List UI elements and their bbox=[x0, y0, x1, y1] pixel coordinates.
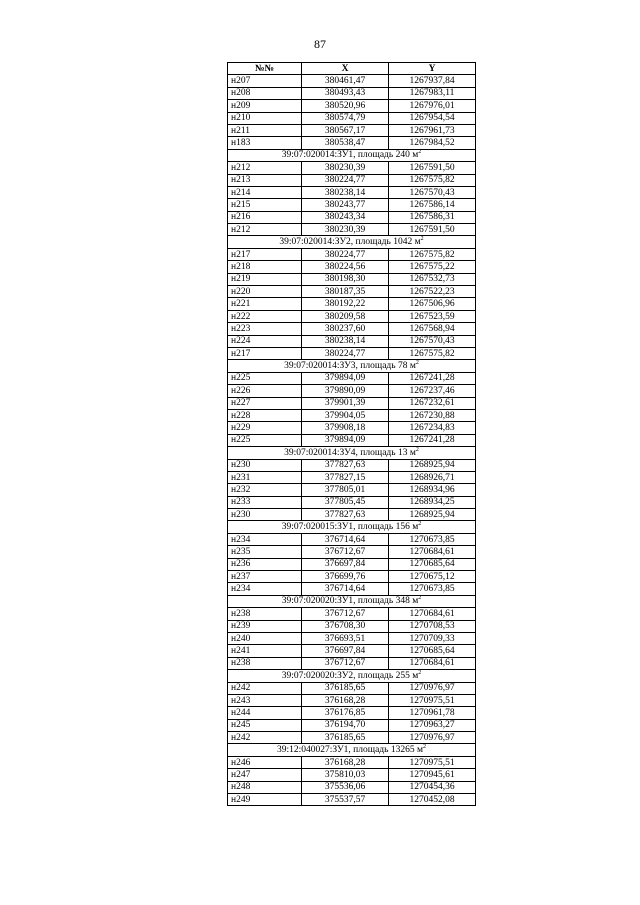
y-coordinate-cell: 1270963,27 bbox=[389, 719, 476, 731]
y-coordinate-cell: 1270684,61 bbox=[389, 657, 476, 669]
x-coordinate-cell: 380567,17 bbox=[302, 124, 389, 136]
x-coordinate-cell: 377805,45 bbox=[302, 496, 389, 508]
y-coordinate-cell: 1267976,01 bbox=[389, 100, 476, 112]
table-header-row bbox=[228, 63, 476, 75]
table-row bbox=[228, 100, 476, 112]
point-id-cell: н230 bbox=[228, 459, 302, 471]
x-coordinate-cell: 379890,09 bbox=[302, 385, 389, 397]
x-coordinate-cell: 380224,77 bbox=[302, 174, 389, 186]
point-id-cell: н212 bbox=[228, 224, 302, 236]
y-coordinate-cell: 1267575,22 bbox=[389, 261, 476, 273]
y-coordinate-cell: 1267954,54 bbox=[389, 112, 476, 124]
x-coordinate-cell: 380238,14 bbox=[302, 335, 389, 347]
table-row bbox=[228, 211, 476, 223]
table-row bbox=[228, 112, 476, 124]
table-row bbox=[228, 484, 476, 496]
x-coordinate-cell: 380237,60 bbox=[302, 323, 389, 335]
point-id-cell: н240 bbox=[228, 632, 302, 644]
x-coordinate-cell: 376168,28 bbox=[302, 756, 389, 768]
y-coordinate-cell: 1267570,43 bbox=[389, 335, 476, 347]
point-id-cell: н215 bbox=[228, 199, 302, 211]
table-row bbox=[228, 645, 476, 657]
y-coordinate-cell: 1267586,14 bbox=[389, 199, 476, 211]
section-label bbox=[228, 149, 476, 161]
point-id-cell: н225 bbox=[228, 372, 302, 384]
table-row bbox=[228, 323, 476, 335]
table-row bbox=[228, 174, 476, 186]
y-coordinate-cell: 1270675,12 bbox=[389, 571, 476, 583]
point-id-cell: н247 bbox=[228, 769, 302, 781]
x-coordinate-cell: 376185,65 bbox=[302, 732, 389, 744]
section-label bbox=[228, 595, 476, 607]
table-row bbox=[228, 87, 476, 99]
x-coordinate-cell: 380538,47 bbox=[302, 137, 389, 149]
table-row bbox=[228, 434, 476, 446]
table-row bbox=[228, 248, 476, 260]
x-coordinate-cell: 379894,09 bbox=[302, 372, 389, 384]
y-coordinate-cell: 1267983,11 bbox=[389, 87, 476, 99]
y-coordinate-cell: 1270961,78 bbox=[389, 707, 476, 719]
x-coordinate-cell: 380574,79 bbox=[302, 112, 389, 124]
y-coordinate-cell: 1268934,25 bbox=[389, 496, 476, 508]
x-coordinate-cell: 380461,47 bbox=[302, 75, 389, 87]
section-label-text: 39:12:040027:ЗУ1, площадь 13265 м bbox=[277, 745, 423, 756]
x-coordinate-cell: 380209,58 bbox=[302, 310, 389, 322]
coordinates-table bbox=[227, 62, 476, 806]
x-coordinate-cell: 376697,84 bbox=[302, 558, 389, 570]
x-coordinate-cell: 376693,51 bbox=[302, 632, 389, 644]
y-coordinate-cell: 1270975,51 bbox=[389, 756, 476, 768]
y-coordinate-cell: 1270975,51 bbox=[389, 694, 476, 706]
x-coordinate-cell: 379894,09 bbox=[302, 434, 389, 446]
y-coordinate-cell: 1270673,85 bbox=[389, 583, 476, 595]
section-label bbox=[228, 670, 476, 682]
section-label-text: 39:07:020014:ЗУ1, площадь 240 м bbox=[281, 150, 419, 161]
table-row bbox=[228, 558, 476, 570]
point-id-cell: н212 bbox=[228, 162, 302, 174]
y-coordinate-cell: 1267591,50 bbox=[389, 224, 476, 236]
section-label bbox=[228, 236, 476, 248]
point-id-cell: н229 bbox=[228, 422, 302, 434]
y-coordinate-cell: 1267230,88 bbox=[389, 409, 476, 421]
x-coordinate-cell: 376194,70 bbox=[302, 719, 389, 731]
y-coordinate-cell: 1267575,82 bbox=[389, 347, 476, 359]
point-id-cell: н234 bbox=[228, 533, 302, 545]
y-coordinate-cell: 1267241,28 bbox=[389, 372, 476, 384]
point-id-cell: н225 bbox=[228, 434, 302, 446]
point-id-cell: н242 bbox=[228, 682, 302, 694]
y-coordinate-cell: 1267591,50 bbox=[389, 162, 476, 174]
x-coordinate-cell: 377827,63 bbox=[302, 509, 389, 521]
header-x: X bbox=[302, 63, 389, 75]
section-header-row bbox=[228, 744, 476, 756]
section-header-row bbox=[228, 236, 476, 248]
point-id-cell: н218 bbox=[228, 261, 302, 273]
point-id-cell: н211 bbox=[228, 124, 302, 136]
area-unit-superscript: 2 bbox=[420, 236, 424, 243]
point-id-cell: н244 bbox=[228, 707, 302, 719]
y-coordinate-cell: 1267506,96 bbox=[389, 298, 476, 310]
header-point-number: №№ bbox=[228, 63, 302, 75]
x-coordinate-cell: 379901,39 bbox=[302, 397, 389, 409]
y-coordinate-cell: 1270684,61 bbox=[389, 546, 476, 558]
section-label-text: 39:07:020014:ЗУ3, площадь 78 м bbox=[284, 361, 416, 372]
point-id-cell: н224 bbox=[228, 335, 302, 347]
area-unit-superscript: 2 bbox=[418, 521, 422, 528]
section-label-text: 39:07:020020:ЗУ2, площадь 255 м bbox=[281, 670, 419, 681]
y-coordinate-cell: 1267984,52 bbox=[389, 137, 476, 149]
section-label-text: 39:07:020014:ЗУ4, площадь 13 м bbox=[284, 447, 416, 458]
table-row bbox=[228, 335, 476, 347]
section-header-row bbox=[228, 595, 476, 607]
point-id-cell: н219 bbox=[228, 273, 302, 285]
y-coordinate-cell: 1267232,61 bbox=[389, 397, 476, 409]
table-row bbox=[228, 756, 476, 768]
y-coordinate-cell: 1270452,08 bbox=[389, 794, 476, 806]
section-label-text: 39:07:020020:ЗУ1, площадь 348 м bbox=[281, 596, 419, 607]
x-coordinate-cell: 376712,67 bbox=[302, 608, 389, 620]
x-coordinate-cell: 376712,67 bbox=[302, 546, 389, 558]
y-coordinate-cell: 1270685,64 bbox=[389, 558, 476, 570]
y-coordinate-cell: 1270945,61 bbox=[389, 769, 476, 781]
section-label bbox=[228, 447, 476, 459]
point-id-cell: н246 bbox=[228, 756, 302, 768]
table-row bbox=[228, 347, 476, 359]
x-coordinate-cell: 380493,43 bbox=[302, 87, 389, 99]
x-coordinate-cell: 379908,18 bbox=[302, 422, 389, 434]
point-id-cell: н216 bbox=[228, 211, 302, 223]
table-row bbox=[228, 186, 476, 198]
table-row bbox=[228, 769, 476, 781]
point-id-cell: н217 bbox=[228, 248, 302, 260]
y-coordinate-cell: 1267937,84 bbox=[389, 75, 476, 87]
x-coordinate-cell: 376708,30 bbox=[302, 620, 389, 632]
y-coordinate-cell: 1267241,28 bbox=[389, 434, 476, 446]
area-unit-superscript: 2 bbox=[418, 669, 422, 676]
section-header-row bbox=[228, 360, 476, 372]
x-coordinate-cell: 375536,06 bbox=[302, 781, 389, 793]
table-row bbox=[228, 261, 476, 273]
table-row bbox=[228, 682, 476, 694]
table-row bbox=[228, 137, 476, 149]
section-header-row bbox=[228, 670, 476, 682]
point-id-cell: н245 bbox=[228, 719, 302, 731]
section-header-row bbox=[228, 447, 476, 459]
y-coordinate-cell: 1270709,33 bbox=[389, 632, 476, 644]
page-number: 87 bbox=[314, 37, 326, 51]
area-unit-superscript: 2 bbox=[415, 446, 419, 453]
point-id-cell: н243 bbox=[228, 694, 302, 706]
x-coordinate-cell: 380243,77 bbox=[302, 199, 389, 211]
x-coordinate-cell: 376714,64 bbox=[302, 533, 389, 545]
point-id-cell: н208 bbox=[228, 87, 302, 99]
table-row bbox=[228, 496, 476, 508]
y-coordinate-cell: 1270708,53 bbox=[389, 620, 476, 632]
y-coordinate-cell: 1267568,94 bbox=[389, 323, 476, 335]
point-id-cell: н234 bbox=[228, 583, 302, 595]
x-coordinate-cell: 376168,28 bbox=[302, 694, 389, 706]
y-coordinate-cell: 1270976,97 bbox=[389, 682, 476, 694]
table-row bbox=[228, 632, 476, 644]
point-id-cell: н217 bbox=[228, 347, 302, 359]
point-id-cell: н209 bbox=[228, 100, 302, 112]
point-id-cell: н220 bbox=[228, 286, 302, 298]
area-unit-superscript: 2 bbox=[418, 595, 422, 602]
x-coordinate-cell: 380238,14 bbox=[302, 186, 389, 198]
point-id-cell: н222 bbox=[228, 310, 302, 322]
x-coordinate-cell: 380224,56 bbox=[302, 261, 389, 273]
x-coordinate-cell: 376176,85 bbox=[302, 707, 389, 719]
table-row bbox=[228, 310, 476, 322]
y-coordinate-cell: 1267237,46 bbox=[389, 385, 476, 397]
section-label bbox=[228, 744, 476, 756]
point-id-cell: н249 bbox=[228, 794, 302, 806]
point-id-cell: н233 bbox=[228, 496, 302, 508]
table-row bbox=[228, 199, 476, 211]
x-coordinate-cell: 376185,65 bbox=[302, 682, 389, 694]
point-id-cell: н248 bbox=[228, 781, 302, 793]
area-unit-superscript: 2 bbox=[418, 149, 422, 156]
table-row bbox=[228, 75, 476, 87]
section-label-text: 39:07:020015:ЗУ1, площадь 156 м bbox=[281, 522, 419, 533]
point-id-cell: н210 bbox=[228, 112, 302, 124]
point-id-cell: н235 bbox=[228, 546, 302, 558]
x-coordinate-cell: 375537,57 bbox=[302, 794, 389, 806]
table-row bbox=[228, 794, 476, 806]
table-row bbox=[228, 533, 476, 545]
x-coordinate-cell: 380230,39 bbox=[302, 162, 389, 174]
point-id-cell: н232 bbox=[228, 484, 302, 496]
table-row bbox=[228, 298, 476, 310]
table-row bbox=[228, 273, 476, 285]
y-coordinate-cell: 1268926,71 bbox=[389, 471, 476, 483]
y-coordinate-cell: 1267575,82 bbox=[389, 248, 476, 260]
header-y: Y bbox=[389, 63, 476, 75]
point-id-cell: н183 bbox=[228, 137, 302, 149]
y-coordinate-cell: 1267586,31 bbox=[389, 211, 476, 223]
x-coordinate-cell: 380224,77 bbox=[302, 248, 389, 260]
table-row bbox=[228, 707, 476, 719]
point-id-cell: н226 bbox=[228, 385, 302, 397]
x-coordinate-cell: 380187,35 bbox=[302, 286, 389, 298]
table-body bbox=[228, 75, 476, 806]
table-row bbox=[228, 409, 476, 421]
point-id-cell: н221 bbox=[228, 298, 302, 310]
table-row bbox=[228, 162, 476, 174]
x-coordinate-cell: 380520,96 bbox=[302, 100, 389, 112]
table-row bbox=[228, 546, 476, 558]
x-coordinate-cell: 376699,76 bbox=[302, 571, 389, 583]
y-coordinate-cell: 1267961,73 bbox=[389, 124, 476, 136]
table-row bbox=[228, 608, 476, 620]
point-id-cell: н223 bbox=[228, 323, 302, 335]
point-id-cell: н236 bbox=[228, 558, 302, 570]
point-id-cell: н214 bbox=[228, 186, 302, 198]
table-row bbox=[228, 459, 476, 471]
y-coordinate-cell: 1267570,43 bbox=[389, 186, 476, 198]
y-coordinate-cell: 1270976,97 bbox=[389, 732, 476, 744]
x-coordinate-cell: 380224,77 bbox=[302, 347, 389, 359]
point-id-cell: н238 bbox=[228, 608, 302, 620]
table-row bbox=[228, 509, 476, 521]
table-row bbox=[228, 397, 476, 409]
table-row bbox=[228, 620, 476, 632]
table-row bbox=[228, 385, 476, 397]
x-coordinate-cell: 379904,05 bbox=[302, 409, 389, 421]
y-coordinate-cell: 1270684,61 bbox=[389, 608, 476, 620]
point-id-cell: н239 bbox=[228, 620, 302, 632]
y-coordinate-cell: 1268934,96 bbox=[389, 484, 476, 496]
table-row bbox=[228, 583, 476, 595]
point-id-cell: н237 bbox=[228, 571, 302, 583]
table-row bbox=[228, 571, 476, 583]
y-coordinate-cell: 1270673,85 bbox=[389, 533, 476, 545]
x-coordinate-cell: 375810,03 bbox=[302, 769, 389, 781]
y-coordinate-cell: 1268925,94 bbox=[389, 459, 476, 471]
table-row bbox=[228, 471, 476, 483]
y-coordinate-cell: 1267522,23 bbox=[389, 286, 476, 298]
point-id-cell: н213 bbox=[228, 174, 302, 186]
x-coordinate-cell: 380198,30 bbox=[302, 273, 389, 285]
x-coordinate-cell: 376697,84 bbox=[302, 645, 389, 657]
y-coordinate-cell: 1267532,73 bbox=[389, 273, 476, 285]
x-coordinate-cell: 377805,01 bbox=[302, 484, 389, 496]
point-id-cell: н227 bbox=[228, 397, 302, 409]
section-label-text: 39:07:020014:ЗУ2, площадь 1042 м bbox=[279, 237, 421, 248]
x-coordinate-cell: 377827,15 bbox=[302, 471, 389, 483]
x-coordinate-cell: 376714,64 bbox=[302, 583, 389, 595]
x-coordinate-cell: 376712,67 bbox=[302, 657, 389, 669]
section-header-row bbox=[228, 149, 476, 161]
point-id-cell: н242 bbox=[228, 732, 302, 744]
point-id-cell: н238 bbox=[228, 657, 302, 669]
section-label bbox=[228, 360, 476, 372]
y-coordinate-cell: 1270454,36 bbox=[389, 781, 476, 793]
y-coordinate-cell: 1267523,59 bbox=[389, 310, 476, 322]
point-id-cell: н228 bbox=[228, 409, 302, 421]
table-row bbox=[228, 372, 476, 384]
table-row bbox=[228, 224, 476, 236]
table-row bbox=[228, 422, 476, 434]
table-row bbox=[228, 694, 476, 706]
point-id-cell: н230 bbox=[228, 509, 302, 521]
y-coordinate-cell: 1270685,64 bbox=[389, 645, 476, 657]
table-row bbox=[228, 781, 476, 793]
area-unit-superscript: 2 bbox=[415, 360, 419, 367]
table-row bbox=[228, 286, 476, 298]
point-id-cell: н231 bbox=[228, 471, 302, 483]
point-id-cell: н207 bbox=[228, 75, 302, 87]
table-row bbox=[228, 124, 476, 136]
section-label bbox=[228, 521, 476, 533]
y-coordinate-cell: 1267575,82 bbox=[389, 174, 476, 186]
x-coordinate-cell: 380230,39 bbox=[302, 224, 389, 236]
x-coordinate-cell: 380243,34 bbox=[302, 211, 389, 223]
area-unit-superscript: 2 bbox=[422, 744, 426, 751]
table-row bbox=[228, 657, 476, 669]
table-row bbox=[228, 732, 476, 744]
section-header-row bbox=[228, 521, 476, 533]
x-coordinate-cell: 380192,22 bbox=[302, 298, 389, 310]
y-coordinate-cell: 1267234,83 bbox=[389, 422, 476, 434]
x-coordinate-cell: 377827,63 bbox=[302, 459, 389, 471]
y-coordinate-cell: 1268925,94 bbox=[389, 509, 476, 521]
table-row bbox=[228, 719, 476, 731]
point-id-cell: н241 bbox=[228, 645, 302, 657]
